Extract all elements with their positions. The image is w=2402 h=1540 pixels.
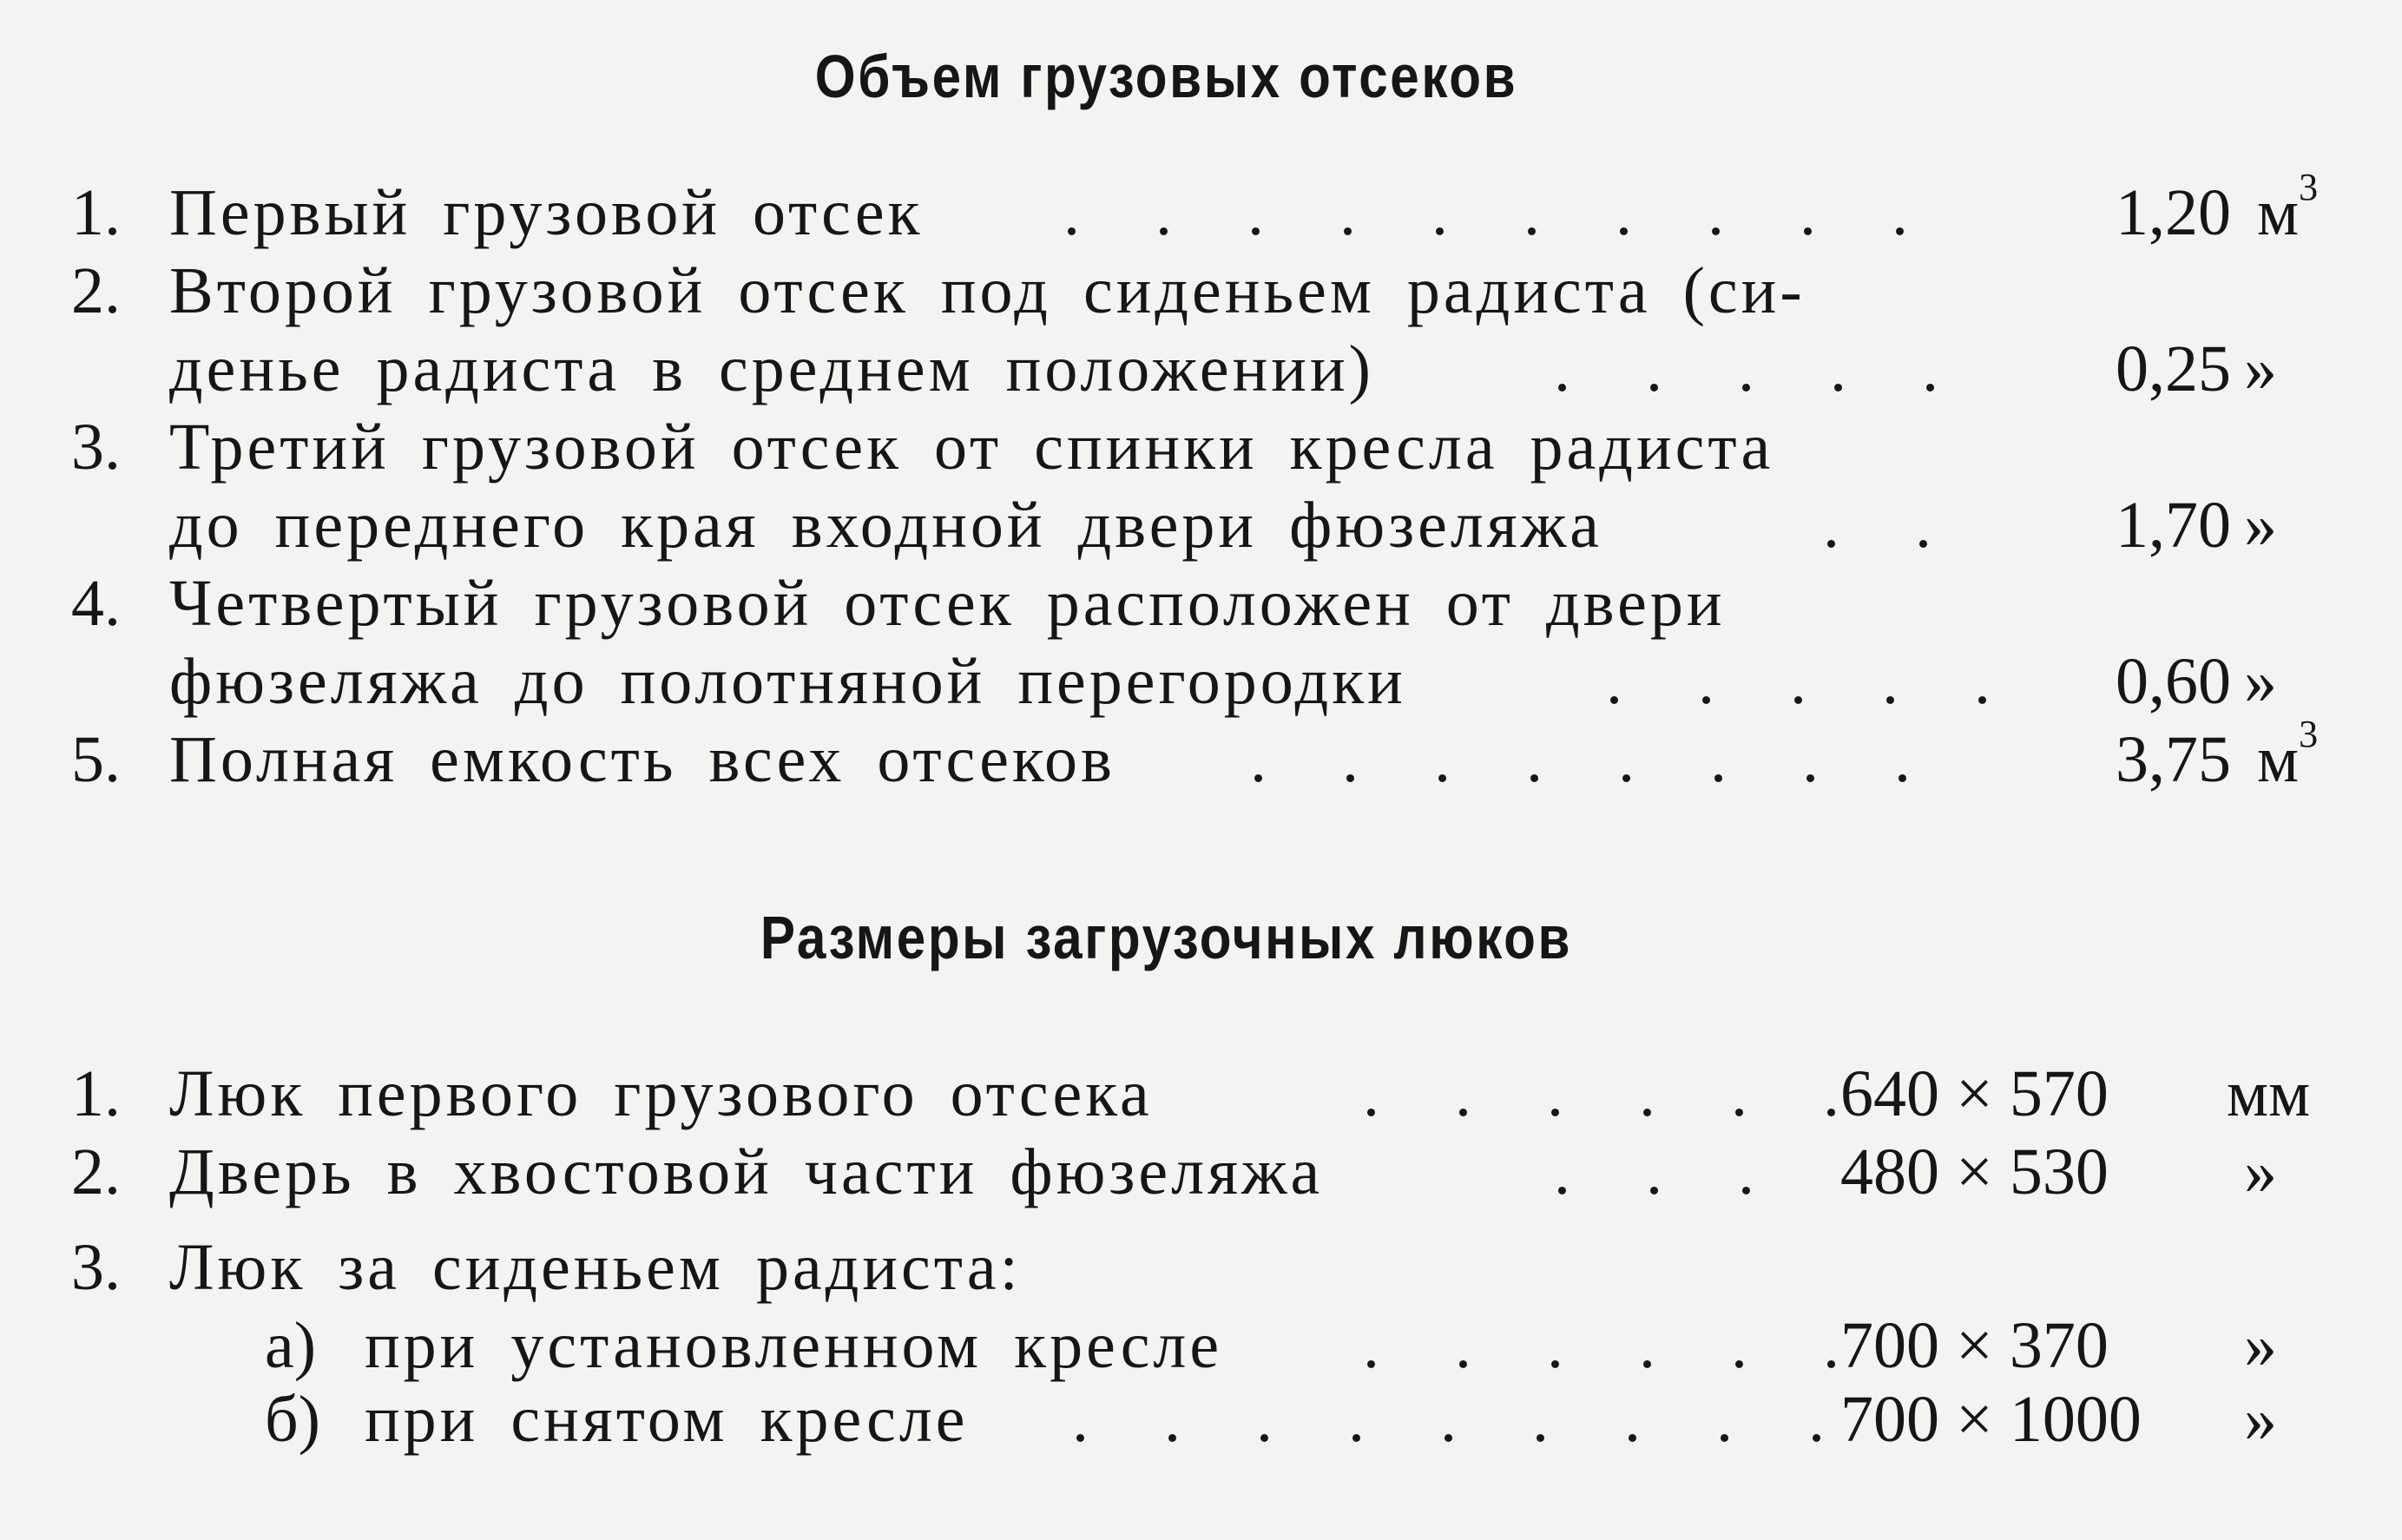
list-item [0, 713, 2402, 799]
list-item [0, 1228, 2402, 1306]
leader-dots: . . . . . [1554, 332, 1968, 405]
item-text: Полная емкость всех отсеков [169, 723, 1115, 796]
section-title-cargo-volume: Объем грузовых отсеков [814, 43, 1518, 110]
item-text: фюзеляжа до полотняной перегородки [169, 645, 1406, 718]
list-subitem [0, 1380, 2402, 1458]
item-unit: » [2244, 1309, 2277, 1382]
leader-dots: . . . . . . . . . . [1063, 176, 1938, 249]
item-number: 1. [71, 176, 121, 249]
leader-dots: . . [1823, 489, 1961, 562]
item-text: денье радиста в среднем положении) [169, 332, 1374, 405]
item-letter: а) [265, 1309, 317, 1382]
list-item [0, 166, 2402, 252]
list-item-continuation [0, 642, 2402, 721]
item-number: 5. [71, 723, 121, 796]
item-text: при снятом кресле [365, 1383, 969, 1456]
item-text: Дверь в хвостовой части фюзеляжа [169, 1135, 1324, 1208]
item-unit: » [2244, 332, 2277, 405]
leader-dots: . . . . . . . . [1250, 723, 1940, 796]
leader-dots: . . . . . [1606, 645, 2020, 718]
section-title-hatch-dimensions: Размеры загрузочных люков [760, 904, 1573, 971]
item-unit: мм [2227, 1057, 2311, 1130]
item-value: 1,70 [2116, 489, 2231, 562]
item-text: Люк первого грузового отсека [169, 1057, 1153, 1130]
item-size: 700 × 1000 [1840, 1383, 2142, 1456]
item-value: 0,60 [2116, 645, 2231, 718]
item-unit: » [2244, 1383, 2277, 1456]
item-text: Второй грузовой отсек под сиденьем радиста (си- [169, 254, 1806, 327]
leader-dots: . . . . . . . . . [1072, 1383, 1854, 1456]
item-unit: » [2244, 645, 2277, 718]
leader-dots: . . . [1554, 1135, 1784, 1208]
item-text: Третий грузовой отсек от спинки кресла радиста [169, 411, 1774, 484]
item-number: 3. [71, 1231, 121, 1304]
list-item [0, 252, 2402, 330]
list-item [0, 1055, 2402, 1133]
item-unit: $м^3$ [2257, 713, 2319, 796]
item-text: Четвертый грузовой отсек расположен от двери [169, 567, 1726, 640]
list-item [0, 1133, 2402, 1211]
item-unit: $м^3$ [2257, 166, 2319, 249]
item-text: Люк за сиденьем радиста: [169, 1231, 1022, 1304]
item-unit: » [2244, 489, 2277, 562]
list-item-continuation [0, 330, 2402, 408]
item-letter: б) [265, 1383, 320, 1456]
item-number: 2. [71, 1135, 121, 1208]
item-value: 3,75 [2116, 723, 2231, 796]
item-text: до переднего края входной двери фюзеляжа [169, 489, 1602, 562]
item-number: 2. [71, 254, 121, 327]
item-number: 1. [71, 1057, 121, 1130]
item-size: 480 × 530 [1840, 1135, 2109, 1208]
item-unit: » [2244, 1135, 2277, 1208]
list-item-continuation [0, 486, 2402, 564]
item-value: 1,20 [2116, 176, 2231, 249]
list-subitem [0, 1306, 2402, 1385]
leader-dots: . . . . . . [1363, 1057, 1869, 1130]
leader-dots: . . . . . . [1363, 1309, 1869, 1382]
item-text: Первый грузовой отсек [169, 176, 924, 249]
item-size: 640 × 570 [1840, 1057, 2109, 1130]
item-size: 700 × 370 [1840, 1309, 2109, 1382]
item-value: 0,25 [2116, 332, 2231, 405]
item-text: при установленном кресле [365, 1309, 1223, 1382]
item-number: 3. [71, 411, 121, 484]
item-number: 4. [71, 567, 121, 640]
list-item [0, 564, 2402, 642]
list-item [0, 408, 2402, 486]
